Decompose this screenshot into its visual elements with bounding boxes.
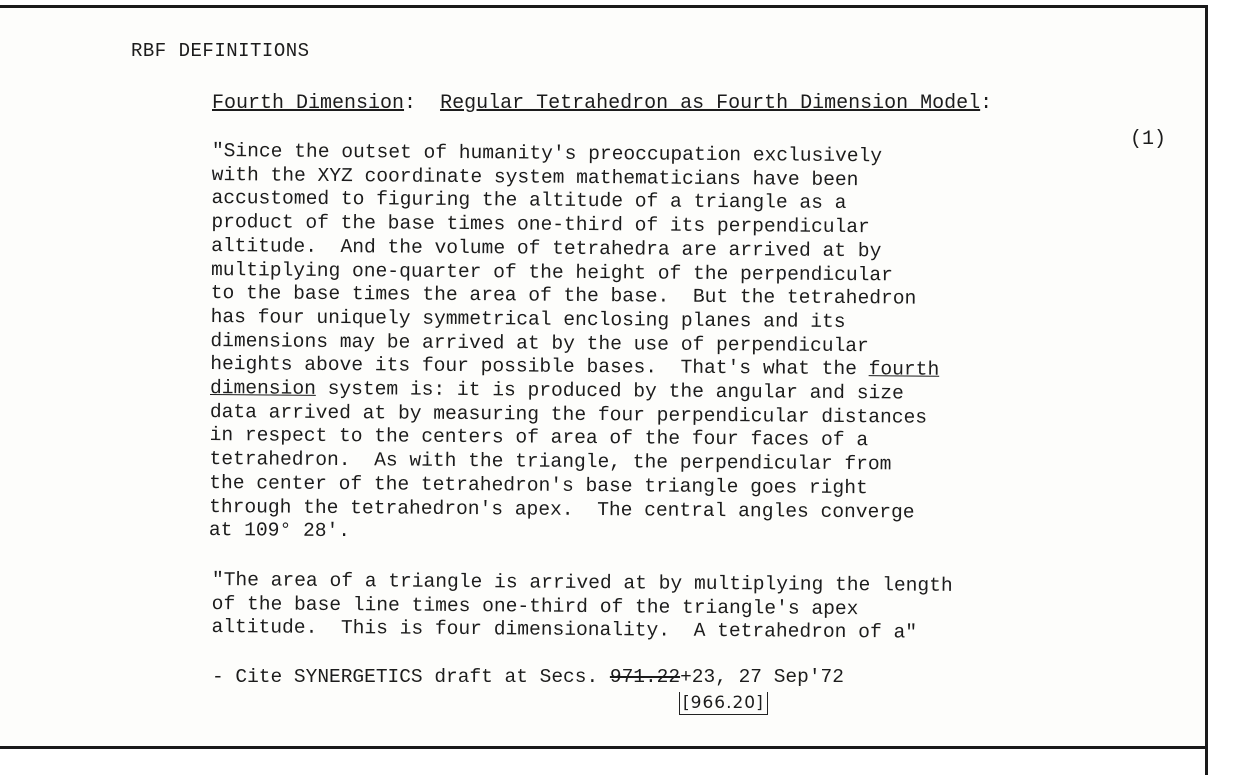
line: of the base line times one-third of the triangle's apex (211, 592, 859, 620)
line: heights above its four possible bases. That's what the (210, 353, 869, 381)
subtitle-label: Regular Tetrahedron as Fourth Dimension Model (440, 92, 981, 115)
line: data arrived at by measuring the four perpendicular distances (209, 400, 928, 429)
topic-colon: : (404, 92, 417, 115)
subtitle-colon: : (980, 92, 993, 115)
line: in respect to the centers of area of the four faces of a (209, 424, 869, 452)
line: "The area of a triangle is arrived at by multiplying the length (211, 569, 953, 597)
underlined-fourth: fourth (868, 358, 940, 382)
line: the center of the tetrahedron's base triangle goes right (209, 471, 868, 500)
line: accustomed to figuring the altitude of a triangle as a (211, 187, 847, 215)
line: product of the base times one-third of its perpendicular (211, 211, 870, 239)
line: at 109° 28'. (208, 519, 351, 543)
line: "Since the outset of humanity's preoccupation exclusively (211, 140, 883, 168)
section-heading: RBF DEFINITIONS (131, 40, 310, 62)
citation-line (212, 666, 844, 688)
line: tetrahedron. As with the triangle, the perpendicular from (209, 448, 892, 476)
cite-suffix: +23, 27 Sep'72 (680, 666, 844, 688)
line: dimensions may be arrived at by the use of perpendicular (210, 329, 869, 357)
handwritten-correction: [966.20] (679, 692, 768, 715)
quote-paragraph-1 (209, 140, 941, 549)
line: with the XYZ coordinate system mathematicians have been (211, 163, 859, 191)
line: through the tetrahedron's apex. The central angles converge (209, 495, 915, 524)
cite-prefix: - Cite SYNERGETICS draft at Secs. (212, 666, 610, 688)
line: altitude. This is four dimensionality. A tetrahedron of a" (211, 616, 918, 644)
line: system is: it is produced by the angular and size (315, 377, 904, 405)
line: to the base times the area of the base. But the tetrahedron (210, 282, 917, 310)
quote-paragraph-2 (211, 569, 952, 646)
reference-number: (1) (1130, 128, 1167, 151)
line: altitude. And the volume of tetrahedra are arrived at by (211, 234, 882, 263)
next-card-edge (0, 749, 1208, 775)
topic-label: Fourth Dimension (212, 92, 405, 115)
line: has four uniquely symmetrical enclosing planes and its (210, 305, 846, 333)
struck-section-number: 971.22 (609, 666, 681, 688)
line: multiplying one-quarter of the height of the perpendicular (210, 258, 894, 286)
definition-title (212, 92, 992, 115)
underlined-dimension: dimension (209, 377, 316, 400)
